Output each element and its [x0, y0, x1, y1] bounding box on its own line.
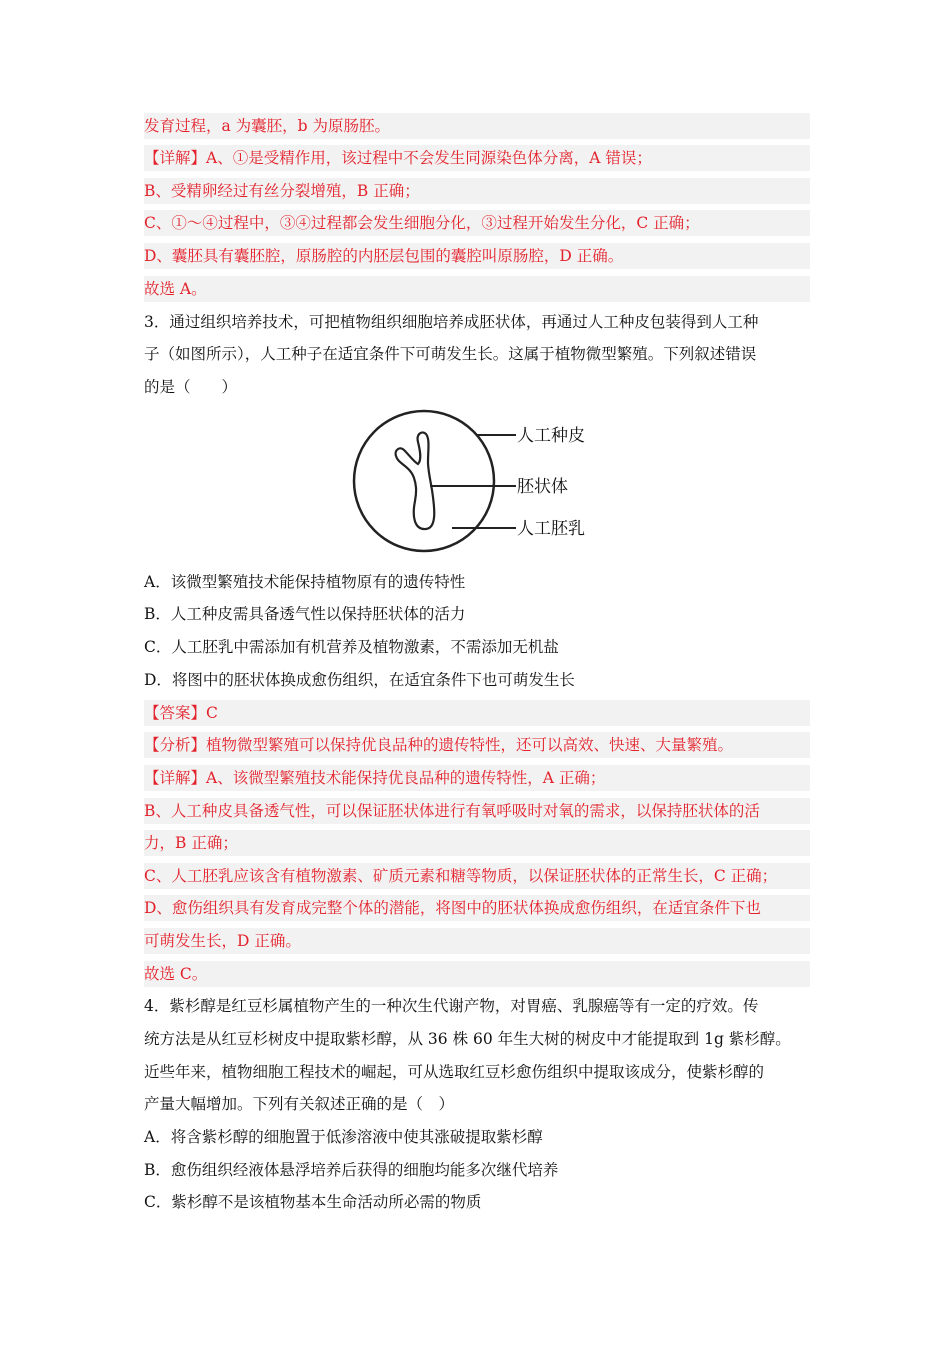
option-d: D．将图中的胚状体换成愈伤组织，在适宜条件下也可萌发生长 [144, 671, 575, 689]
question-text-line: 子（如图所示），人工种子在适宜条件下可萌发生长。这属于植物微型繁殖。下列叙述错误 [144, 345, 757, 363]
embryoid-shape [396, 432, 435, 529]
question-text-line: 近些年来，植物细胞工程技术的崛起，可从选取红豆杉愈伤组织中提取该成分，使紫杉醇的 [144, 1063, 765, 1081]
question-text-line: 4．紫杉醇是红豆杉属植物产生的一种次生代谢产物，对胃癌、乳腺癌等有一定的疗效。传 [144, 997, 759, 1015]
explanation-line: 【详解】A、该微型繁殖技术能保持优良品种的遗传特性，A 正确； [144, 765, 810, 791]
explanation-line: C、人工胚乳应该含有植物激素、矿质元素和糖等物质，以保证胚状体的正常生长，C 正确； [144, 863, 810, 889]
explanation-line: B、人工种皮具备透气性，可以保证胚状体进行有氧呼吸时对氧的需求，以保持胚状体的活 [144, 798, 810, 824]
option-c: C．紫杉醇不是该植物基本生命活动所必需的物质 [144, 1193, 482, 1211]
answer-text-line: 【详解】A、①是受精作用，该过程中不会发生同源染色体分离，A 错误； [144, 145, 810, 171]
explanation-line: 力，B 正确； [144, 830, 810, 856]
option-c: C．人工胚乳中需添加有机营养及植物激素，不需添加无机盐 [144, 638, 559, 656]
answer-text-line: 发育过程，a 为囊胚，b 为原肠胚。 [144, 113, 810, 139]
question-text-line: 产量大幅增加。下列有关叙述正确的是（ ） [144, 1095, 455, 1113]
question-text-line: 的是（ ） [144, 378, 238, 396]
question-text-line: 统方法是从红豆杉树皮中提取紫杉醇，从 36 株 60 年生大树的树皮中才能提取到 1g 紫杉醇。 [144, 1030, 791, 1048]
answer-key: 【答案】C [144, 700, 810, 726]
question-text-line: 3．通过组织培养技术，可把植物组织细胞培养成胚状体，再通过人工种皮包装得到人工种 [144, 313, 759, 331]
option-a: A．该微型繁殖技术能保持植物原有的遗传特性 [144, 573, 466, 591]
answer-choice-line: 故选 C。 [144, 961, 810, 987]
option-b: B．人工种皮需具备透气性以保持胚状体的活力 [144, 605, 466, 623]
explanation-line: 可萌发生长，D 正确。 [144, 928, 810, 954]
answer-text-line: 故选 A。 [144, 276, 810, 302]
option-a: A．将含紫杉醇的细胞置于低渗溶液中使其涨破提取紫杉醇 [144, 1128, 543, 1146]
analysis-line: 【分析】植物微型繁殖可以保持优良品种的遗传特性，还可以高效、快速、大量繁殖。 [144, 732, 810, 758]
answer-text-line: D、囊胚具有囊胚腔，原肠腔的内胚层包围的囊腔叫原肠腔，D 正确。 [144, 243, 810, 269]
explanation-line: D、愈伤组织具有发育成完整个体的潜能，将图中的胚状体换成愈伤组织，在适宜条件下也 [144, 895, 810, 921]
answer-text-line: C、①～④过程中，③④过程都会发生细胞分化，③过程开始发生分化，C 正确； [144, 210, 810, 236]
embryoid-label: 胚状体 [517, 477, 568, 497]
artificial-seed-diagram [340, 406, 620, 556]
option-b: B．愈伤组织经液体悬浮培养后获得的细胞均能多次继代培养 [144, 1161, 559, 1179]
endosperm-label: 人工胚乳 [517, 519, 585, 539]
seed-coat-label: 人工种皮 [517, 426, 585, 446]
answer-text-line: B、受精卵经过有丝分裂增殖，B 正确； [144, 178, 810, 204]
